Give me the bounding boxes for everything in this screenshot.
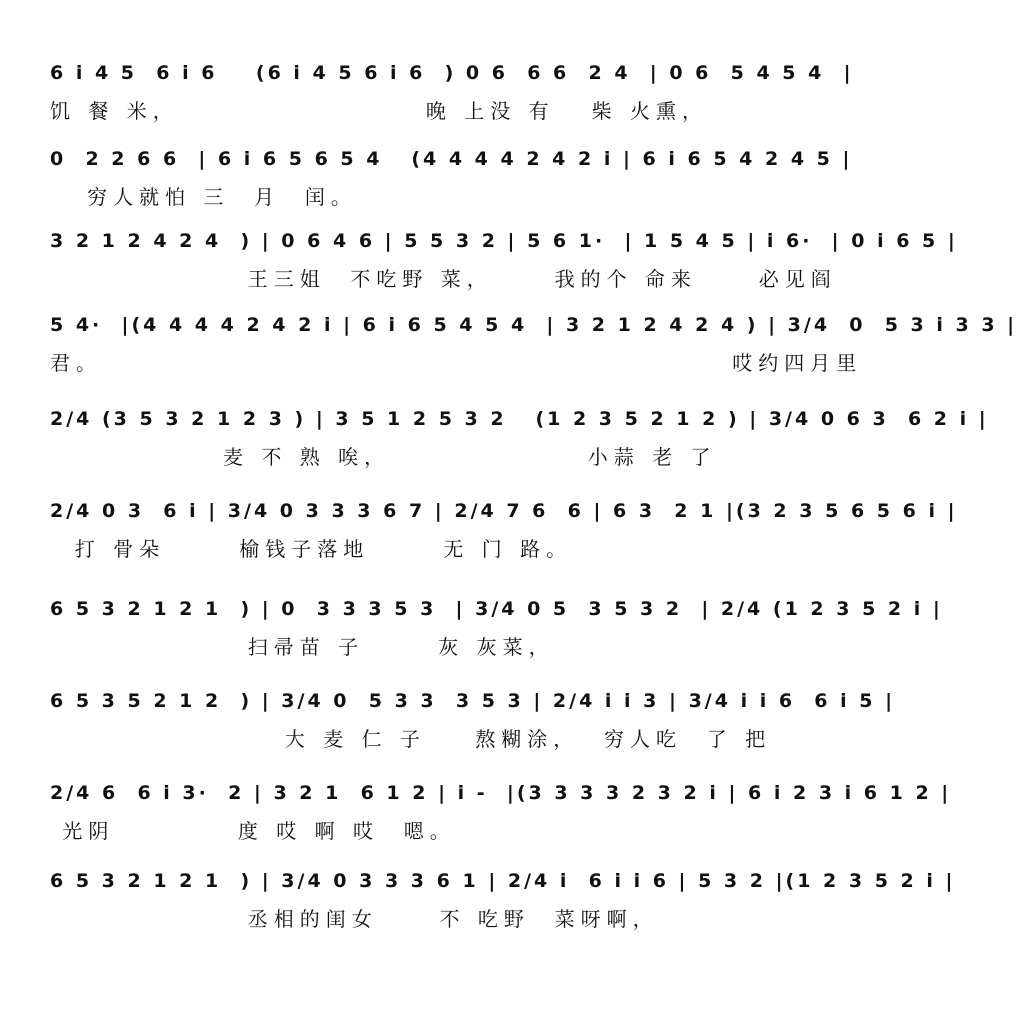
lyrics-line: 大 麦 仁 子 熬糊涂， 穷人吃 了 把	[50, 727, 772, 751]
score-line-8	[50, 686, 896, 772]
lyrics-line: 光阴 度 哎 啊 哎 嗯。	[50, 819, 456, 843]
jianpu-notes: 6 i 4 5 6 i 6 (6 i 4 5 6 i 6 ) 0 6 6 6 2 4 | 0 6 5 4 5 4 |	[50, 62, 854, 84]
lyrics-line: 王三姐 不吃野 菜， 我的个 命来 必见阎	[50, 267, 837, 291]
jianpu-notes: 3 2 1 2 4 2 4 ) | 0 6 4 6 | 5 5 3 2 | 5 6 1· | 1 5 4 5 | i 6· | 0 i 6 5 |	[50, 230, 958, 252]
jianpu-notes: 0 2 2 6 6 | 6 i 6 5 6 5 4 (4 4 4 4 2 4 2 i | 6 i 6 5 4 2 4 5 |	[50, 148, 853, 170]
jianpu-notes: 6 5 3 2 1 2 1 ) | 0 3 3 3 5 3 | 3/4 0 5 3 5 3 2 | 2/4 (1 2 3 5 2 i |	[50, 598, 943, 620]
score-line-5	[50, 404, 989, 490]
score-line-1	[50, 58, 854, 144]
lyrics-line: 扫帚苗 子 灰 灰菜，	[50, 635, 555, 659]
lyrics-line: 君。 哎约四月里	[50, 351, 863, 375]
score-line-9	[50, 778, 952, 864]
jianpu-notes: 6 5 3 2 1 2 1 ) | 3/4 0 3 3 3 6 1 | 2/4 i 6 i i 6 | 5 3 2 |(1 2 3 5 2 i |	[50, 870, 956, 892]
score-line-3	[50, 226, 958, 312]
jianpu-notes: 2/4 6 6 i 3· 2 | 3 2 1 6 1 2 | i - |(3 3 3 3 2 3 2 i | 6 i 2 3 i 6 1 2 |	[50, 782, 952, 804]
jianpu-notes: 6 5 3 5 2 1 2 ) | 3/4 0 5 3 3 3 5 3 | 2/4 i i 3 | 3/4 i i 6 6 i 5 |	[50, 690, 896, 712]
lyrics-line: 麦 不 熟 唉， 小蒜 老 了	[50, 445, 717, 469]
lyrics-line: 穷人就怕 三 月 闰。	[50, 185, 357, 209]
lyrics-line: 丞相的闺女 不 吃野 菜呀啊，	[50, 907, 659, 931]
jianpu-notes: 2/4 0 3 6 i | 3/4 0 3 3 3 6 7 | 2/4 7 6 6 | 6 3 2 1 |(3 2 3 5 6 5 6 i |	[50, 500, 958, 522]
score-line-10	[50, 866, 956, 952]
lyrics-line: 饥 餐 米， 晚 上没 有 柴 火熏，	[50, 99, 709, 123]
lyrics-line: 打 骨朵 榆钱子落地 无 门 路。	[50, 537, 573, 561]
score-line-4	[50, 310, 1017, 396]
score-line-6	[50, 496, 958, 582]
jianpu-notes: 5 4· |(4 4 4 4 2 4 2 i | 6 i 6 5 4 5 4 | 3 2 1 2 4 2 4 ) | 3/4 0 5 3 i 3 3 |	[50, 314, 1017, 336]
score-line-2	[50, 144, 853, 230]
jianpu-notes: 2/4 (3 5 3 2 1 2 3 ) | 3 5 1 2 5 3 2 (1 2 3 5 2 1 2 ) | 3/4 0 6 3 6 2 i |	[50, 408, 989, 430]
score-line-7	[50, 594, 943, 680]
